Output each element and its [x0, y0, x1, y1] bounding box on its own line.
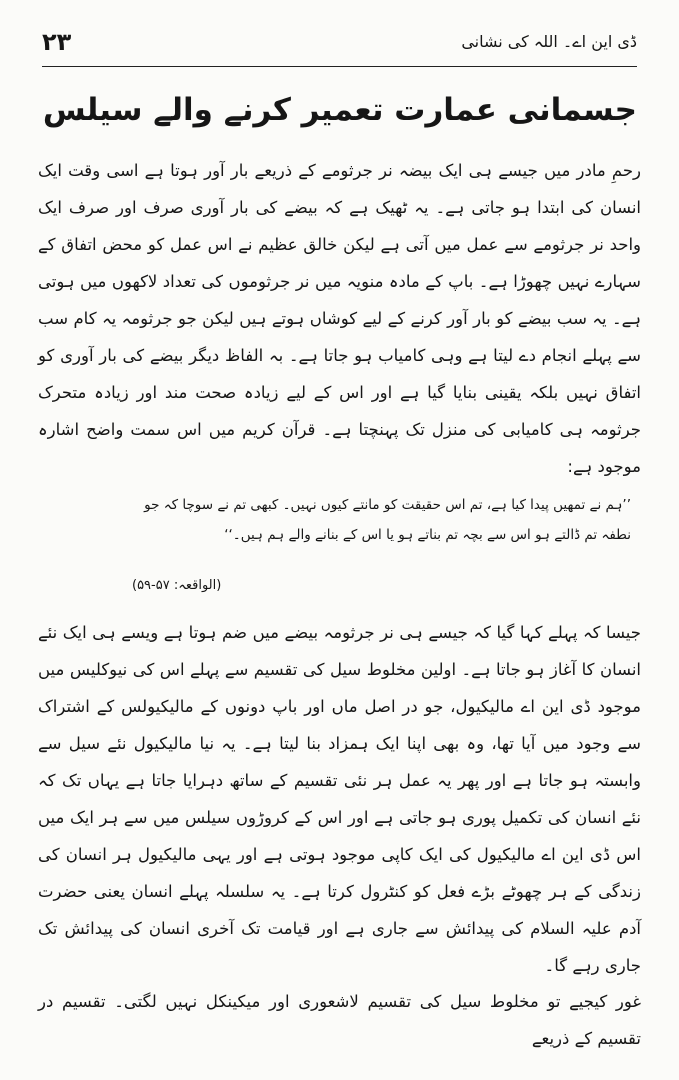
quote-line-2: نطفہ تم ڈالتے ہو اس سے بچہ تم بناتے ہو یا اس کے بنانے والے ہم ہیں۔‘‘ — [224, 527, 631, 543]
header-rule — [42, 66, 637, 67]
paragraph-text: جیسا کہ پہلے کہا گیا کہ جیسے ہی نر جرثومہ بیضے میں ضم ہوتا ہے ویسے ہی ایک نئے انسان کا آغاز ہو جاتا ہے۔ اولین مخلوط سیل کی تقسیم سے پہلے اس کی نیوکلیس میں موجود ڈی این اے مالیکیول، جو در اصل ماں اور باپ دونوں کے مالیکیولس کے اشتراک سے وجود میں آیا تھا، وہ بھی اپنا ایک ہمزاد بنا لیتا ہے۔ یہ نیا مالیکیول نئے سیل سے وابستہ ہو جاتا ہے اور پھر یہ عمل ہر نئی تقسیم کے ساتھ دہرایا جاتا ہے یہاں تک کہ نئے انسان کی تکمیل پوری ہو جاتی ہے اور اس کے کروڑوں سیلس میں سے ہر ایک میں اس ڈی این اے مالیکیول کی ایک کاپی موجود ہوتی ہے اور یہی مالیکیول ہر انسان کی زندگی کے ہر چھوٹے بڑے فعل کو کنٹرول کرتا ہے۔ یہ سلسلہ پہلے انسان یعنی حضرت آدم علیہ السلام کی پیدائش سے جاری ہے اور قیامت تک آخری انسان کی پیدائش تک جاری رہے گا۔ — [38, 623, 641, 975]
paragraph-2 — [38, 614, 641, 984]
page-number: ۲۳ — [42, 28, 72, 56]
page-header — [42, 28, 637, 60]
running-title: ڈی این اے۔ اللہ کی نشانی — [461, 32, 637, 51]
paragraph-text: غور کیجیے تو مخلوط سیل کی تقسیم لاشعوری اور میکینکل نہیں لگتی۔ تقسیم در تقسیم کے ذریعے — [38, 992, 641, 1048]
paragraph-text: رحمِ مادر میں جیسے ہی ایک بیضہ نر جرثومے کے ذریعے بار آور ہوتا ہے اسی وقت ایک انسان کی ابتدا ہو جاتی ہے۔ یہ ٹھیک ہے کہ بیضے کی بار آوری صرف اور صرف ایک واحد نر جرثومے سے عمل میں آتی ہے لیکن خالق عظیم نے اس عمل کو محض اتفاق کے سہارے نہیں چھوڑا ہے۔ باپ کے مادہ منویہ میں نر جرثوموں کی تعداد لاکھوں میں ہوتی ہے۔ یہ سب بیضے کو بار آور کرنے کے لیے کوشاں ہوتے ہیں لیکن جو جرثومہ یہ کام سب سے پہلے انجام دے لیتا ہے وہی کامیاب ہو جاتا ہے۔ بہ الفاظ دیگر بیضے کی بار آوری کو اتفاق نہیں بلکہ یقینی بنایا گیا ہے اور اس کے لیے زیادہ صحت مند اور زیادہ متحرک جرثومہ ہی کامیابی کی منزل تک پہنچتا ہے۔ قرآن کریم میں اس سمت واضح اشارہ موجود ہے: — [38, 161, 641, 476]
chapter-title: جسمانی عمارت تعمیر کرنے والے سیلس — [42, 92, 637, 128]
paragraph-3 — [38, 983, 641, 1057]
quran-quote — [110, 490, 631, 550]
paragraph-1 — [38, 152, 641, 485]
quote-line-1: ’’ہم نے تمھیں پیدا کیا ہے، تم اس حقیقت کو مانتے کیوں نہیں۔ کبھی تم نے سوچا کہ جو — [144, 497, 631, 513]
quote-citation: (الواقعہ: ۵۷-۵۹) — [132, 578, 222, 593]
